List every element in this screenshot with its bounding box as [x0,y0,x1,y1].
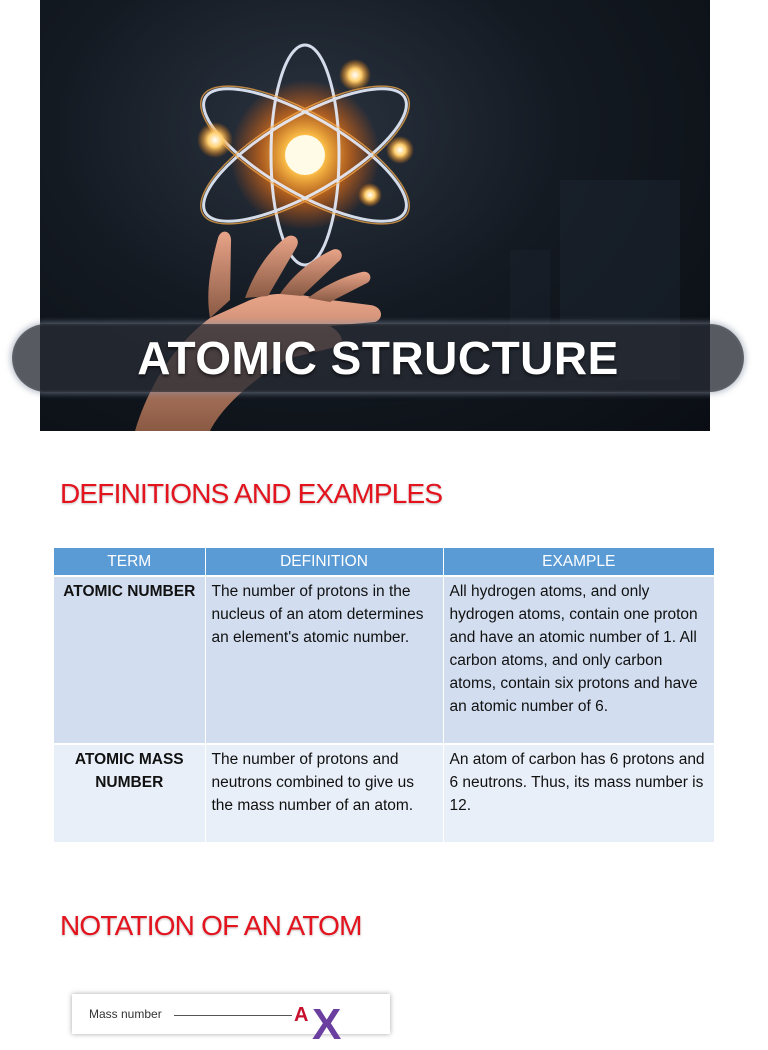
table-row [54,576,715,744]
title-banner [12,324,744,392]
header-term: TERM [54,548,205,576]
definitions-heading: DEFINITIONS AND EXAMPLES [60,478,443,509]
term-cell: ATOMIC MASS NUMBER [54,744,205,842]
definition-cell: The number of protons and neutrons combined to give us the mass number of an atom. [205,744,443,842]
element-symbol: X [312,1000,342,1049]
table-row [54,744,715,842]
definition-cell: The number of protons in the nucleus of an atom determines an element's atomic number. [205,576,443,744]
pointer-line [174,1015,292,1016]
mass-number-label: Mass number [89,1007,162,1021]
definitions-table [54,548,715,842]
term-cell: ATOMIC NUMBER [54,576,205,744]
mass-number-symbol: A [294,1004,309,1026]
table-header-row [54,548,715,576]
notation-figure [72,994,390,1049]
example-cell: An atom of carbon has 6 protons and 6 neutrons. Thus, its mass number is 12. [443,744,715,842]
example-cell: All hydrogen atoms, and only hydrogen atoms, contain one proton and have an atomic number of 1. All carbon atoms, and only carbon atoms, contain six protons and have an atomic number of 6. [443,576,715,744]
header-example: EXAMPLE [443,548,715,576]
notation-heading: NOTATION OF AN ATOM [60,910,362,941]
page-title: ATOMIC STRUCTURE [137,332,619,384]
header-definition: DEFINITION [205,548,443,576]
